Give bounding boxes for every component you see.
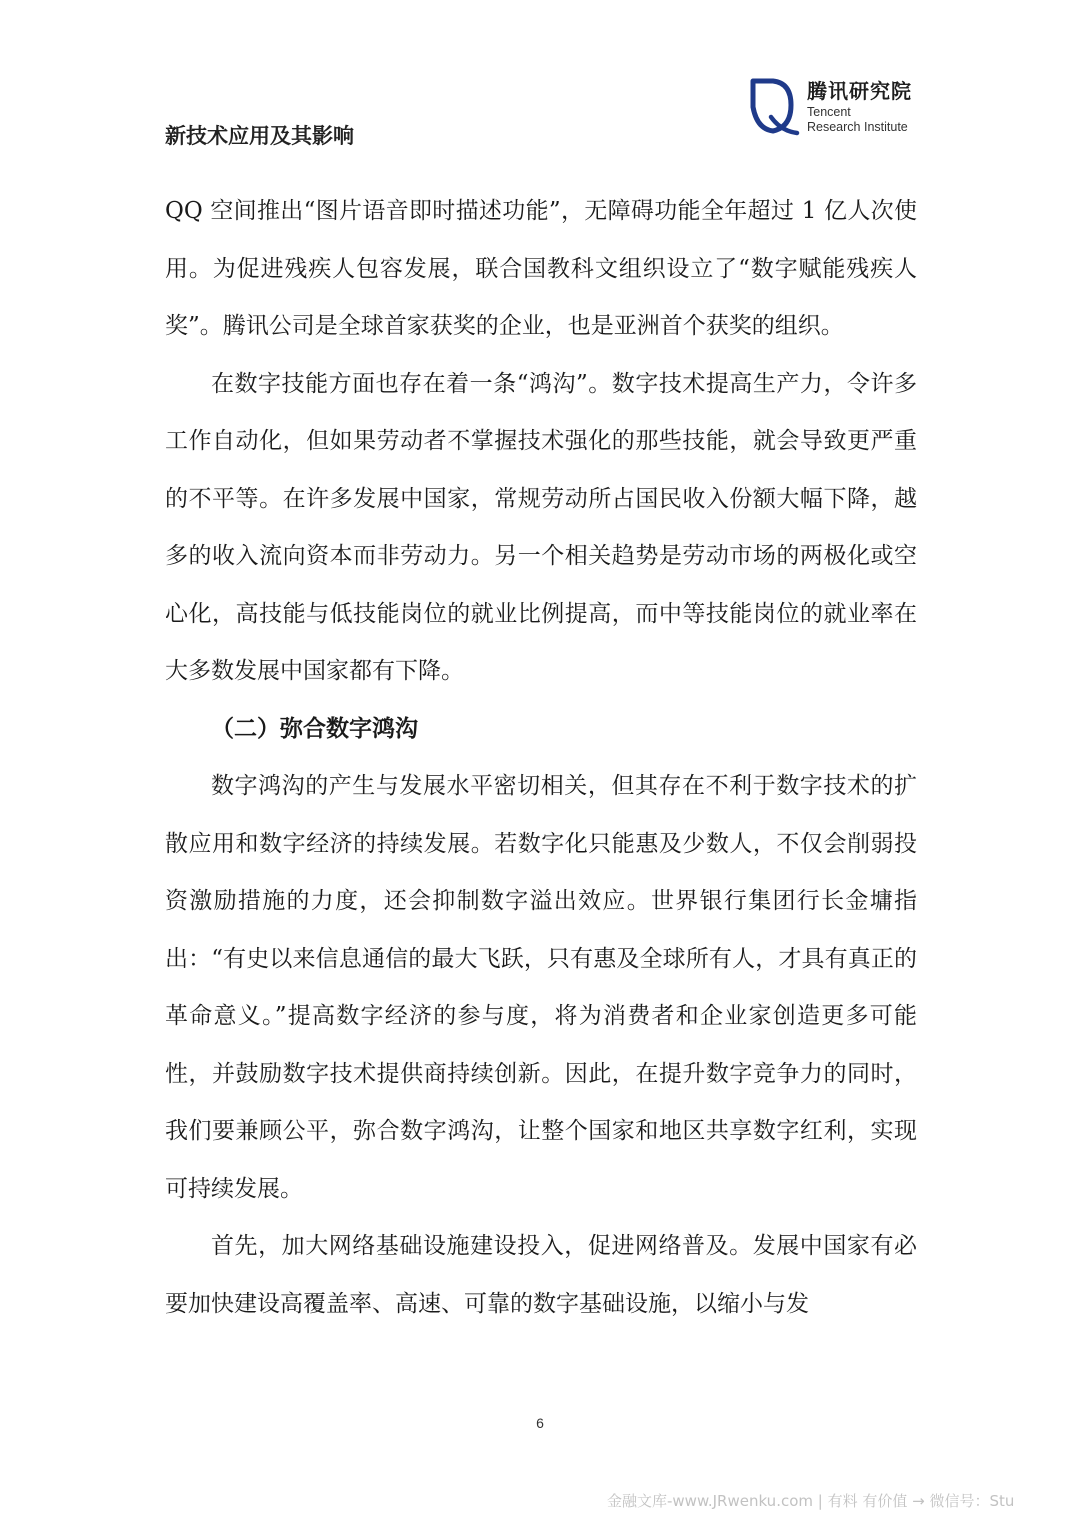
logo-name-en-line1: Tencent xyxy=(807,105,851,119)
logo-name-cn: 腾讯研究院 xyxy=(807,79,912,103)
paragraph-3: 数字鸿沟的产生与发展水平密切相关，但其存在不利于数字技术的扩散应用和数字经济的持续发展。若数字化只能惠及少数人，不仅会削弱投资激励措施的力度，还会抑制数字溢出效应。世界银行集团行长金墉指出：“有史以来信息通信的最大飞跃，只有惠及全球所有人，才具有真正的革命意义。”提高数字经济的参与度，将为消费者和企业家创造更多可能性，并鼓励数字技术提供商持续创新。因此，在提升数字竞争力的同时，我们要兼顾公平，弥合数字鸿沟，让整个国家和地区共享数字红利，实现可持续发展。 xyxy=(165,773,917,1202)
paragraph-2: 在数字技能方面也存在着一条“鸿沟”。数字技术提高生产力，令许多工作自动化，但如果劳动者不掌握技术强化的那些技能，就会导致更严重的不平等。在许多发展中国家，常规劳动所占国民收入份额大幅下降，越多的收入流向资本而非劳动力。另一个相关趋势是劳动市场的两极化或空心化，高技能与低技能岗位的就业比例提高，而中等技能岗位的就业率在大多数发展中国家都有下降。 xyxy=(165,370,917,684)
tencent-research-institute-logo xyxy=(745,73,925,143)
logo-text-block xyxy=(807,77,912,135)
paragraph-1: QQ 空间推出“图片语音即时描述功能”，无障碍功能全年超过 1 亿人次使用。为促进残疾人包容发展，联合国教科文组织设立了“数字赋能残疾人奖”。腾讯公司是全球首家获奖的企业，也是亚洲首个获奖的组织。 xyxy=(165,198,917,339)
paragraph-4: 首先，加大网络基础设施建设投入，促进网络普及。发展中国家有必要加快建设高覆盖率、高速、可靠的数字基础设施，以缩小与发 xyxy=(165,1233,917,1317)
logo-mark-outline xyxy=(753,81,791,131)
document-body xyxy=(165,183,917,1333)
section-heading: （二）弥合数字鸿沟 xyxy=(211,715,418,742)
running-header-title: 新技术应用及其影响 xyxy=(165,124,354,148)
page-number: 6 xyxy=(536,1415,544,1431)
tencent-logo-icon xyxy=(745,77,801,137)
logo-name-en-line2: Research Institute xyxy=(807,120,908,134)
watermark-text: 金融文库-www.JRwenku.com | 有料 有价值 → 微信号：Stu xyxy=(607,1492,1015,1510)
